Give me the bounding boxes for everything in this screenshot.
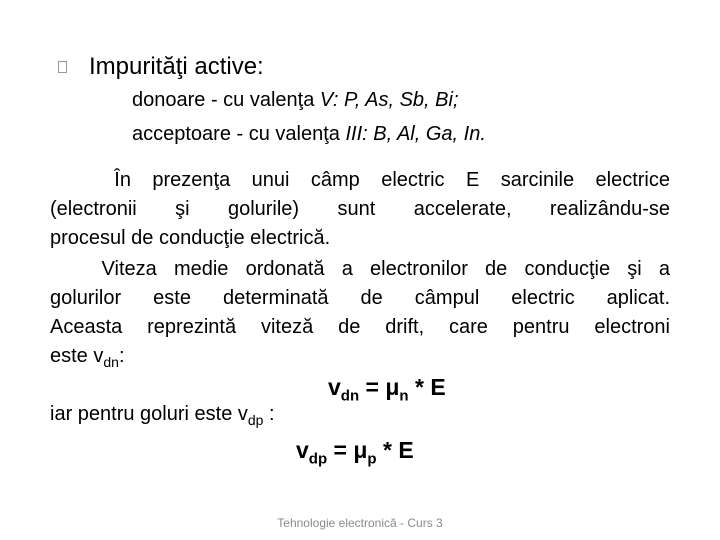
acceptor-elements: : B, Al, Ga, In. — [362, 123, 486, 145]
donor-elements: : P, As, Sb, Bi; — [332, 89, 459, 111]
bullet-heading — [58, 50, 264, 84]
para2-line4: este $v_{dn}$: — [50, 345, 125, 370]
heading-text: Impurităţi active: — [89, 53, 264, 80]
electron-drift-formula: $v_{dn} = \mu_n * E$ — [328, 374, 446, 405]
para2-line2: golurilor este determinată de câmpul electric aplicat. — [50, 287, 670, 309]
acceptor-line — [132, 123, 486, 146]
paragraph-field — [50, 166, 670, 253]
donor-valence: V — [319, 89, 333, 111]
slide-footer: Tehnologie electronică - Curs 3 — [277, 516, 443, 530]
donor-line — [132, 89, 459, 112]
para2-line1: Viteza medie ordonată a electronilor de conducţie şi a — [50, 258, 670, 280]
para1-line1: În prezenţa unui câmp electric E sarcinile electrice — [50, 169, 670, 191]
holes-line: iar pentru goluri este $v_{dp}$ : — [50, 403, 275, 428]
donor-prefix: donoare - cu valenţa — [132, 89, 320, 111]
para2-line3: Aceasta reprezintă viteză de drift, care pentru electroni — [50, 316, 670, 338]
hole-drift-formula: $v_{dp} = \mu_p * E$ — [296, 437, 414, 468]
paragraph-velocity — [50, 255, 670, 377]
para1-line3: procesul de conducţie electrică. — [50, 227, 331, 249]
bullet-square-icon — [58, 61, 67, 73]
acceptor-valence: III — [345, 123, 363, 145]
acceptor-prefix: acceptoare - cu valenţa — [132, 123, 346, 145]
para1-line2: (electronii şi golurile) sunt accelerate, realizându-se — [50, 198, 670, 220]
